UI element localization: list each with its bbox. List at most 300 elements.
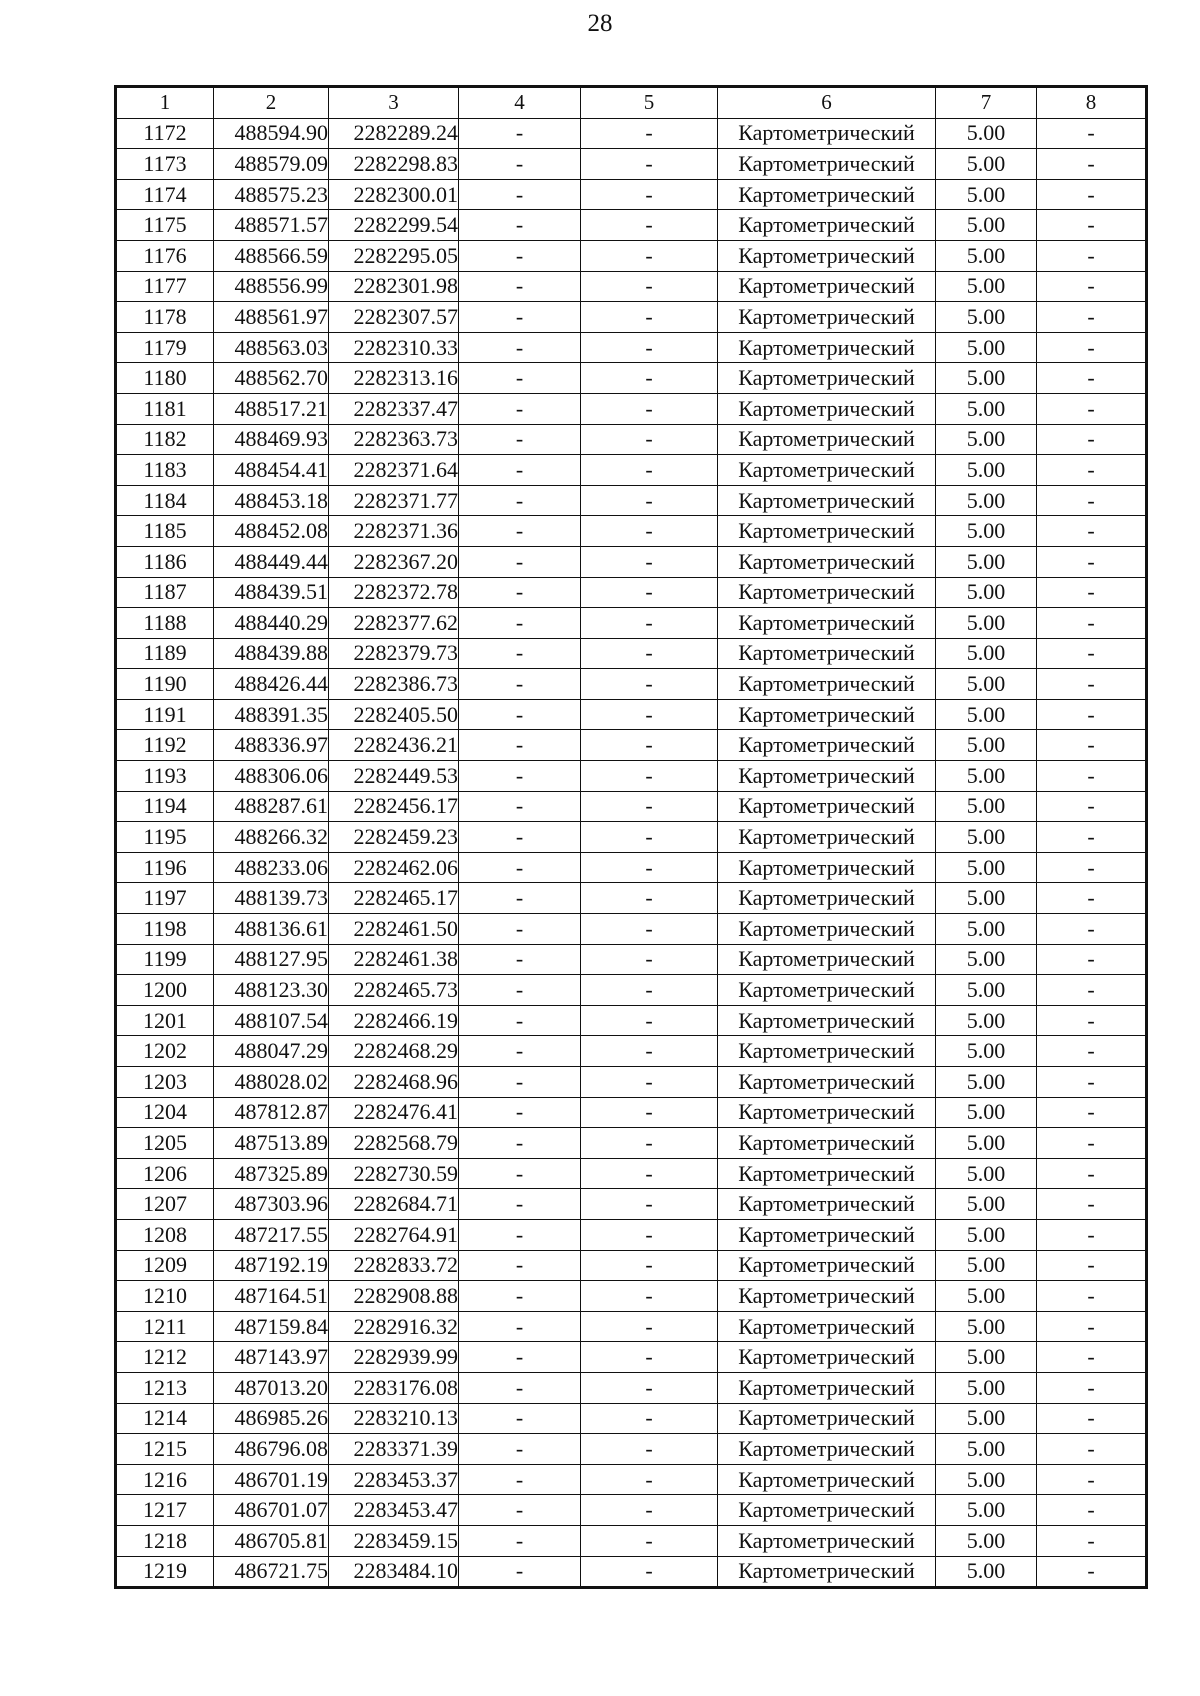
column-8-cell: - xyxy=(1037,822,1147,853)
point-number-cell: 1178 xyxy=(116,302,214,333)
table-row xyxy=(116,118,1147,149)
column-4-cell: - xyxy=(459,761,581,792)
accuracy-cell: 5.00 xyxy=(936,302,1037,333)
column-5-cell: - xyxy=(581,1464,718,1495)
x-coordinate-cell: 486721.75 xyxy=(214,1556,329,1588)
method-cell: Картометрический xyxy=(718,883,936,914)
table-row xyxy=(116,393,1147,424)
table-row xyxy=(116,1189,1147,1220)
y-coordinate-cell: 2282466.19 xyxy=(329,1005,459,1036)
accuracy-cell: 5.00 xyxy=(936,424,1037,455)
accuracy-cell: 5.00 xyxy=(936,455,1037,486)
method-cell: Картометрический xyxy=(718,302,936,333)
table-row xyxy=(116,669,1147,700)
column-5-cell: - xyxy=(581,822,718,853)
column-header: 2 xyxy=(214,87,329,119)
column-8-cell: - xyxy=(1037,1219,1147,1250)
column-header: 4 xyxy=(459,87,581,119)
point-number-cell: 1188 xyxy=(116,608,214,639)
table-row xyxy=(116,149,1147,180)
point-number-cell: 1205 xyxy=(116,1128,214,1159)
table-row xyxy=(116,332,1147,363)
column-5-cell: - xyxy=(581,546,718,577)
point-number-cell: 1181 xyxy=(116,393,214,424)
table-row xyxy=(116,1434,1147,1465)
column-5-cell: - xyxy=(581,1434,718,1465)
column-4-cell: - xyxy=(459,852,581,883)
column-8-cell: - xyxy=(1037,179,1147,210)
table-row xyxy=(116,1525,1147,1556)
y-coordinate-cell: 2282939.99 xyxy=(329,1342,459,1373)
x-coordinate-cell: 488469.93 xyxy=(214,424,329,455)
table-row xyxy=(116,302,1147,333)
y-coordinate-cell: 2282833.72 xyxy=(329,1250,459,1281)
column-8-cell: - xyxy=(1037,1495,1147,1526)
method-cell: Картометрический xyxy=(718,1219,936,1250)
accuracy-cell: 5.00 xyxy=(936,1036,1037,1067)
x-coordinate-cell: 488127.95 xyxy=(214,944,329,975)
column-8-cell: - xyxy=(1037,1128,1147,1159)
accuracy-cell: 5.00 xyxy=(936,638,1037,669)
x-coordinate-cell: 487325.89 xyxy=(214,1158,329,1189)
column-8-cell: - xyxy=(1037,1005,1147,1036)
column-4-cell: - xyxy=(459,1525,581,1556)
column-5-cell: - xyxy=(581,975,718,1006)
accuracy-cell: 5.00 xyxy=(936,699,1037,730)
column-8-cell: - xyxy=(1037,1250,1147,1281)
column-4-cell: - xyxy=(459,1495,581,1526)
method-cell: Картометрический xyxy=(718,546,936,577)
column-8-cell: - xyxy=(1037,1434,1147,1465)
x-coordinate-cell: 487812.87 xyxy=(214,1097,329,1128)
column-5-cell: - xyxy=(581,210,718,241)
accuracy-cell: 5.00 xyxy=(936,944,1037,975)
method-cell: Картометрический xyxy=(718,1556,936,1588)
method-cell: Картометрический xyxy=(718,669,936,700)
column-8-cell: - xyxy=(1037,332,1147,363)
x-coordinate-cell: 486796.08 xyxy=(214,1434,329,1465)
accuracy-cell: 5.00 xyxy=(936,210,1037,241)
accuracy-cell: 5.00 xyxy=(936,271,1037,302)
column-5-cell: - xyxy=(581,1189,718,1220)
column-8-cell: - xyxy=(1037,302,1147,333)
column-4-cell: - xyxy=(459,1556,581,1588)
column-4-cell: - xyxy=(459,1219,581,1250)
point-number-cell: 1210 xyxy=(116,1281,214,1312)
table-row xyxy=(116,577,1147,608)
accuracy-cell: 5.00 xyxy=(936,914,1037,945)
x-coordinate-cell: 488453.18 xyxy=(214,485,329,516)
accuracy-cell: 5.00 xyxy=(936,1403,1037,1434)
table-row xyxy=(116,1281,1147,1312)
x-coordinate-cell: 488136.61 xyxy=(214,914,329,945)
column-5-cell: - xyxy=(581,1495,718,1526)
column-8-cell: - xyxy=(1037,393,1147,424)
column-5-cell: - xyxy=(581,577,718,608)
y-coordinate-cell: 2283210.13 xyxy=(329,1403,459,1434)
table-row xyxy=(116,1219,1147,1250)
point-number-cell: 1206 xyxy=(116,1158,214,1189)
column-4-cell: - xyxy=(459,1434,581,1465)
column-4-cell: - xyxy=(459,363,581,394)
column-4-cell: - xyxy=(459,1097,581,1128)
column-5-cell: - xyxy=(581,1219,718,1250)
column-5-cell: - xyxy=(581,883,718,914)
column-8-cell: - xyxy=(1037,730,1147,761)
column-5-cell: - xyxy=(581,302,718,333)
table-row xyxy=(116,883,1147,914)
method-cell: Картометрический xyxy=(718,1281,936,1312)
y-coordinate-cell: 2282313.16 xyxy=(329,363,459,394)
point-number-cell: 1198 xyxy=(116,914,214,945)
y-coordinate-cell: 2282377.62 xyxy=(329,608,459,639)
x-coordinate-cell: 487164.51 xyxy=(214,1281,329,1312)
y-coordinate-cell: 2282301.98 xyxy=(329,271,459,302)
column-5-cell: - xyxy=(581,179,718,210)
accuracy-cell: 5.00 xyxy=(936,1464,1037,1495)
column-8-cell: - xyxy=(1037,1281,1147,1312)
point-number-cell: 1213 xyxy=(116,1372,214,1403)
table-row xyxy=(116,638,1147,669)
accuracy-cell: 5.00 xyxy=(936,1495,1037,1526)
column-4-cell: - xyxy=(459,1067,581,1098)
column-8-cell: - xyxy=(1037,455,1147,486)
column-4-cell: - xyxy=(459,1005,581,1036)
column-5-cell: - xyxy=(581,608,718,639)
y-coordinate-cell: 2282371.64 xyxy=(329,455,459,486)
accuracy-cell: 5.00 xyxy=(936,1250,1037,1281)
column-5-cell: - xyxy=(581,638,718,669)
column-8-cell: - xyxy=(1037,608,1147,639)
x-coordinate-cell: 488028.02 xyxy=(214,1067,329,1098)
column-5-cell: - xyxy=(581,455,718,486)
accuracy-cell: 5.00 xyxy=(936,822,1037,853)
y-coordinate-cell: 2283453.37 xyxy=(329,1464,459,1495)
y-coordinate-cell: 2282363.73 xyxy=(329,424,459,455)
table-row xyxy=(116,455,1147,486)
column-8-cell: - xyxy=(1037,975,1147,1006)
y-coordinate-cell: 2282684.71 xyxy=(329,1189,459,1220)
accuracy-cell: 5.00 xyxy=(936,516,1037,547)
x-coordinate-cell: 488556.99 xyxy=(214,271,329,302)
column-8-cell: - xyxy=(1037,883,1147,914)
y-coordinate-cell: 2282468.29 xyxy=(329,1036,459,1067)
column-8-cell: - xyxy=(1037,1097,1147,1128)
column-4-cell: - xyxy=(459,883,581,914)
method-cell: Картометрический xyxy=(718,179,936,210)
column-5-cell: - xyxy=(581,332,718,363)
point-number-cell: 1200 xyxy=(116,975,214,1006)
x-coordinate-cell: 488306.06 xyxy=(214,761,329,792)
accuracy-cell: 5.00 xyxy=(936,730,1037,761)
x-coordinate-cell: 488047.29 xyxy=(214,1036,329,1067)
point-number-cell: 1211 xyxy=(116,1311,214,1342)
table-row xyxy=(116,1556,1147,1588)
column-4-cell: - xyxy=(459,393,581,424)
method-cell: Картометрический xyxy=(718,608,936,639)
table-row xyxy=(116,1097,1147,1128)
y-coordinate-cell: 2282289.24 xyxy=(329,118,459,149)
point-number-cell: 1192 xyxy=(116,730,214,761)
column-5-cell: - xyxy=(581,914,718,945)
method-cell: Картометрический xyxy=(718,149,936,180)
accuracy-cell: 5.00 xyxy=(936,883,1037,914)
y-coordinate-cell: 2282386.73 xyxy=(329,669,459,700)
method-cell: Картометрический xyxy=(718,975,936,1006)
accuracy-cell: 5.00 xyxy=(936,1158,1037,1189)
point-number-cell: 1207 xyxy=(116,1189,214,1220)
column-header: 5 xyxy=(581,87,718,119)
x-coordinate-cell: 488440.29 xyxy=(214,608,329,639)
method-cell: Картометрический xyxy=(718,1525,936,1556)
accuracy-cell: 5.00 xyxy=(936,393,1037,424)
column-4-cell: - xyxy=(459,1281,581,1312)
table-row xyxy=(116,179,1147,210)
column-5-cell: - xyxy=(581,791,718,822)
method-cell: Картометрический xyxy=(718,1036,936,1067)
column-8-cell: - xyxy=(1037,944,1147,975)
y-coordinate-cell: 2282307.57 xyxy=(329,302,459,333)
x-coordinate-cell: 488391.35 xyxy=(214,699,329,730)
column-4-cell: - xyxy=(459,699,581,730)
table-row xyxy=(116,730,1147,761)
table-row xyxy=(116,1372,1147,1403)
column-8-cell: - xyxy=(1037,1311,1147,1342)
point-number-cell: 1194 xyxy=(116,791,214,822)
point-number-cell: 1215 xyxy=(116,1434,214,1465)
y-coordinate-cell: 2283453.47 xyxy=(329,1495,459,1526)
table-row xyxy=(116,1342,1147,1373)
column-5-cell: - xyxy=(581,852,718,883)
method-cell: Картометрический xyxy=(718,210,936,241)
y-coordinate-cell: 2283371.39 xyxy=(329,1434,459,1465)
column-4-cell: - xyxy=(459,424,581,455)
point-number-cell: 1177 xyxy=(116,271,214,302)
column-4-cell: - xyxy=(459,485,581,516)
column-5-cell: - xyxy=(581,1556,718,1588)
point-number-cell: 1191 xyxy=(116,699,214,730)
column-4-cell: - xyxy=(459,1464,581,1495)
y-coordinate-cell: 2282461.38 xyxy=(329,944,459,975)
column-4-cell: - xyxy=(459,1189,581,1220)
column-header: 1 xyxy=(116,87,214,119)
table-row xyxy=(116,1403,1147,1434)
x-coordinate-cell: 488287.61 xyxy=(214,791,329,822)
column-4-cell: - xyxy=(459,1311,581,1342)
column-header: 6 xyxy=(718,87,936,119)
table-row xyxy=(116,944,1147,975)
method-cell: Картометрический xyxy=(718,1250,936,1281)
accuracy-cell: 5.00 xyxy=(936,332,1037,363)
method-cell: Картометрический xyxy=(718,424,936,455)
accuracy-cell: 5.00 xyxy=(936,1128,1037,1159)
method-cell: Картометрический xyxy=(718,638,936,669)
column-4-cell: - xyxy=(459,240,581,271)
column-4-cell: - xyxy=(459,302,581,333)
column-5-cell: - xyxy=(581,424,718,455)
y-coordinate-cell: 2282295.05 xyxy=(329,240,459,271)
column-4-cell: - xyxy=(459,914,581,945)
coordinates-table xyxy=(114,85,1148,1589)
column-4-cell: - xyxy=(459,975,581,1006)
x-coordinate-cell: 486701.07 xyxy=(214,1495,329,1526)
point-number-cell: 1184 xyxy=(116,485,214,516)
accuracy-cell: 5.00 xyxy=(936,1434,1037,1465)
table-row xyxy=(116,791,1147,822)
y-coordinate-cell: 2282465.17 xyxy=(329,883,459,914)
column-4-cell: - xyxy=(459,577,581,608)
method-cell: Картометрический xyxy=(718,1342,936,1373)
column-4-cell: - xyxy=(459,1036,581,1067)
point-number-cell: 1204 xyxy=(116,1097,214,1128)
table-row xyxy=(116,852,1147,883)
method-cell: Картометрический xyxy=(718,1372,936,1403)
y-coordinate-cell: 2282459.23 xyxy=(329,822,459,853)
column-4-cell: - xyxy=(459,822,581,853)
table-row xyxy=(116,363,1147,394)
table-row xyxy=(116,1158,1147,1189)
y-coordinate-cell: 2282764.91 xyxy=(329,1219,459,1250)
y-coordinate-cell: 2282476.41 xyxy=(329,1097,459,1128)
column-5-cell: - xyxy=(581,363,718,394)
x-coordinate-cell: 488563.03 xyxy=(214,332,329,363)
column-8-cell: - xyxy=(1037,791,1147,822)
column-5-cell: - xyxy=(581,1250,718,1281)
x-coordinate-cell: 488575.23 xyxy=(214,179,329,210)
column-5-cell: - xyxy=(581,1311,718,1342)
table-row xyxy=(116,1036,1147,1067)
accuracy-cell: 5.00 xyxy=(936,546,1037,577)
point-number-cell: 1182 xyxy=(116,424,214,455)
table-row xyxy=(116,914,1147,945)
x-coordinate-cell: 488123.30 xyxy=(214,975,329,1006)
point-number-cell: 1175 xyxy=(116,210,214,241)
column-8-cell: - xyxy=(1037,485,1147,516)
column-8-cell: - xyxy=(1037,638,1147,669)
method-cell: Картометрический xyxy=(718,852,936,883)
y-coordinate-cell: 2282337.47 xyxy=(329,393,459,424)
y-coordinate-cell: 2282372.78 xyxy=(329,577,459,608)
column-8-cell: - xyxy=(1037,1342,1147,1373)
x-coordinate-cell: 488562.70 xyxy=(214,363,329,394)
method-cell: Картометрический xyxy=(718,1311,936,1342)
y-coordinate-cell: 2282465.73 xyxy=(329,975,459,1006)
accuracy-cell: 5.00 xyxy=(936,1281,1037,1312)
point-number-cell: 1219 xyxy=(116,1556,214,1588)
table-row xyxy=(116,699,1147,730)
column-5-cell: - xyxy=(581,1342,718,1373)
table-row xyxy=(116,271,1147,302)
table-row xyxy=(116,485,1147,516)
y-coordinate-cell: 2283459.15 xyxy=(329,1525,459,1556)
method-cell: Картометрический xyxy=(718,761,936,792)
point-number-cell: 1209 xyxy=(116,1250,214,1281)
column-8-cell: - xyxy=(1037,240,1147,271)
accuracy-cell: 5.00 xyxy=(936,852,1037,883)
column-5-cell: - xyxy=(581,944,718,975)
column-4-cell: - xyxy=(459,944,581,975)
column-8-cell: - xyxy=(1037,1525,1147,1556)
column-header: 7 xyxy=(936,87,1037,119)
accuracy-cell: 5.00 xyxy=(936,485,1037,516)
point-number-cell: 1176 xyxy=(116,240,214,271)
point-number-cell: 1197 xyxy=(116,883,214,914)
column-8-cell: - xyxy=(1037,271,1147,302)
column-4-cell: - xyxy=(459,118,581,149)
accuracy-cell: 5.00 xyxy=(936,608,1037,639)
column-4-cell: - xyxy=(459,332,581,363)
column-4-cell: - xyxy=(459,546,581,577)
column-5-cell: - xyxy=(581,240,718,271)
accuracy-cell: 5.00 xyxy=(936,1342,1037,1373)
x-coordinate-cell: 488566.59 xyxy=(214,240,329,271)
column-4-cell: - xyxy=(459,1250,581,1281)
accuracy-cell: 5.00 xyxy=(936,179,1037,210)
accuracy-cell: 5.00 xyxy=(936,118,1037,149)
method-cell: Картометрический xyxy=(718,363,936,394)
accuracy-cell: 5.00 xyxy=(936,363,1037,394)
column-8-cell: - xyxy=(1037,1158,1147,1189)
table-row xyxy=(116,516,1147,547)
table-row xyxy=(116,1495,1147,1526)
column-5-cell: - xyxy=(581,393,718,424)
column-8-cell: - xyxy=(1037,1372,1147,1403)
x-coordinate-cell: 488452.08 xyxy=(214,516,329,547)
x-coordinate-cell: 488594.90 xyxy=(214,118,329,149)
accuracy-cell: 5.00 xyxy=(936,791,1037,822)
column-4-cell: - xyxy=(459,730,581,761)
point-number-cell: 1183 xyxy=(116,455,214,486)
y-coordinate-cell: 2282436.21 xyxy=(329,730,459,761)
method-cell: Картометрический xyxy=(718,822,936,853)
column-5-cell: - xyxy=(581,1281,718,1312)
column-4-cell: - xyxy=(459,1342,581,1373)
column-4-cell: - xyxy=(459,149,581,180)
x-coordinate-cell: 488454.41 xyxy=(214,455,329,486)
column-5-cell: - xyxy=(581,1067,718,1098)
accuracy-cell: 5.00 xyxy=(936,1556,1037,1588)
method-cell: Картометрический xyxy=(718,944,936,975)
column-5-cell: - xyxy=(581,485,718,516)
column-5-cell: - xyxy=(581,1036,718,1067)
y-coordinate-cell: 2282730.59 xyxy=(329,1158,459,1189)
x-coordinate-cell: 488439.88 xyxy=(214,638,329,669)
method-cell: Картометрический xyxy=(718,791,936,822)
point-number-cell: 1186 xyxy=(116,546,214,577)
method-cell: Картометрический xyxy=(718,393,936,424)
column-5-cell: - xyxy=(581,761,718,792)
column-8-cell: - xyxy=(1037,761,1147,792)
column-8-cell: - xyxy=(1037,577,1147,608)
column-8-cell: - xyxy=(1037,699,1147,730)
x-coordinate-cell: 486701.19 xyxy=(214,1464,329,1495)
column-5-cell: - xyxy=(581,669,718,700)
method-cell: Картометрический xyxy=(718,240,936,271)
accuracy-cell: 5.00 xyxy=(936,975,1037,1006)
column-4-cell: - xyxy=(459,1128,581,1159)
column-5-cell: - xyxy=(581,1525,718,1556)
x-coordinate-cell: 488517.21 xyxy=(214,393,329,424)
y-coordinate-cell: 2282916.32 xyxy=(329,1311,459,1342)
point-number-cell: 1193 xyxy=(116,761,214,792)
point-number-cell: 1195 xyxy=(116,822,214,853)
accuracy-cell: 5.00 xyxy=(936,761,1037,792)
column-8-cell: - xyxy=(1037,1464,1147,1495)
method-cell: Картометрический xyxy=(718,455,936,486)
column-4-cell: - xyxy=(459,210,581,241)
y-coordinate-cell: 2283176.08 xyxy=(329,1372,459,1403)
method-cell: Картометрический xyxy=(718,730,936,761)
